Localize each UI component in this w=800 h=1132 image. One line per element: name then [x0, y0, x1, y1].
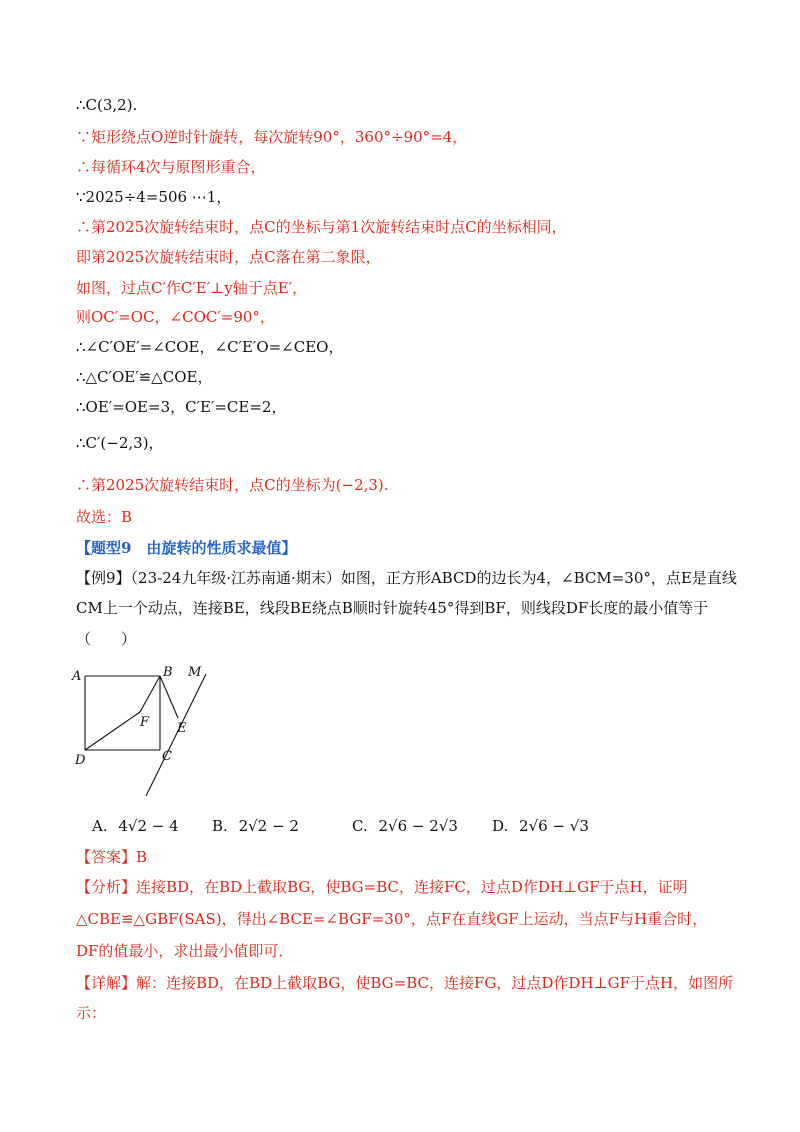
- problem-text: 【例9】（23-24九年级·江苏南通·期末）如图，正方形ABCD的边长为4，∠BCM=30°，点E是直线: [76, 569, 737, 587]
- label-c: C: [162, 749, 172, 764]
- option-value: 4√2 − 4: [118, 817, 179, 835]
- option-label: B.: [212, 817, 228, 835]
- line-cm: [146, 674, 206, 796]
- analysis-line: 【分析】连接BD，在BD上截取BG，使BG=BC，连接FC，过点D作DH⊥GF于点H，证明: [76, 878, 688, 896]
- text-line: ∴∠C′OE′=∠COE，∠C′E′O=∠CEO，: [76, 338, 344, 356]
- answer-line: 【答案】B: [76, 848, 148, 866]
- analysis-line: DF的值最小，求出最小值即可．: [76, 942, 294, 960]
- problem-text: CM上一个动点，连接BE，线段BE绕点B顺时针旋转45°得到BF，则线段DF长度的最小值等于: [76, 599, 709, 617]
- option-label: D.: [492, 817, 509, 835]
- geometry-figure: [70, 660, 220, 800]
- analysis-line: △CBE≌△GBF(SAS)，得出∠BCE=∠BGF=30°，点F在直线GF上运动，当点F与H重合时，: [76, 910, 708, 928]
- label-e: E: [177, 721, 187, 736]
- detail-line: 【详解】解：连接BD，在BD上截取BG，使BG=BC，连接FG，过点D作DH⊥GF于点H，如图所: [76, 974, 734, 992]
- text-line: 则OC′=OC，∠COC′=90°，: [76, 308, 275, 326]
- option-b: [212, 815, 299, 837]
- text-line: ∴C(3,2).: [76, 96, 138, 114]
- label-b: B: [163, 665, 173, 680]
- option-a: [92, 815, 179, 837]
- label-a: A: [72, 669, 82, 684]
- option-label: C.: [352, 817, 368, 835]
- text-line: ∵矩形绕点O逆时针旋转，每次旋转90°，360°÷90°=4，: [76, 128, 468, 146]
- text-line: 如图，过点C′作C′E′⊥y轴于点E′，: [76, 279, 308, 297]
- text-line: ∴第2025次旋转结束时，点C的坐标为(−2,3).: [76, 476, 389, 494]
- label-d: D: [75, 753, 86, 768]
- label-f: F: [140, 715, 150, 730]
- text-line: ∴C′(−2,3)，: [76, 434, 164, 452]
- text-line: 故选：B: [76, 508, 133, 526]
- text-line: ∴△C′OE′≌△COE，: [76, 368, 213, 386]
- option-value: 2√6 − 2√3: [378, 817, 458, 835]
- segment-df: [85, 712, 140, 750]
- option-c: [352, 815, 458, 837]
- text-line: ∴每循环4次与原图形重合，: [76, 158, 266, 176]
- label-m: M: [188, 665, 202, 680]
- text-line: 即第2025次旋转结束时，点C落在第二象限，: [76, 248, 381, 266]
- detail-line: 示：: [76, 1004, 107, 1022]
- problem-text: （ ）: [76, 630, 137, 648]
- text-line: ∴OE′=OE=3，C′E′=CE=2，: [76, 398, 287, 416]
- text-line: ∴第2025次旋转结束时，点C的坐标与第1次旋转结束时点C的坐标相同，: [76, 218, 567, 236]
- text-line: ∵2025÷4=506 ⋯1，: [76, 188, 232, 206]
- option-d: [492, 815, 589, 837]
- segment-bf: [140, 676, 160, 712]
- option-value: 2√6 − √3: [519, 817, 589, 835]
- option-label: A.: [92, 817, 108, 835]
- option-value: 2√2 − 2: [238, 817, 299, 835]
- segment-be: [160, 676, 178, 718]
- section-heading: 【题型9 由旋转的性质求最值】: [76, 539, 297, 557]
